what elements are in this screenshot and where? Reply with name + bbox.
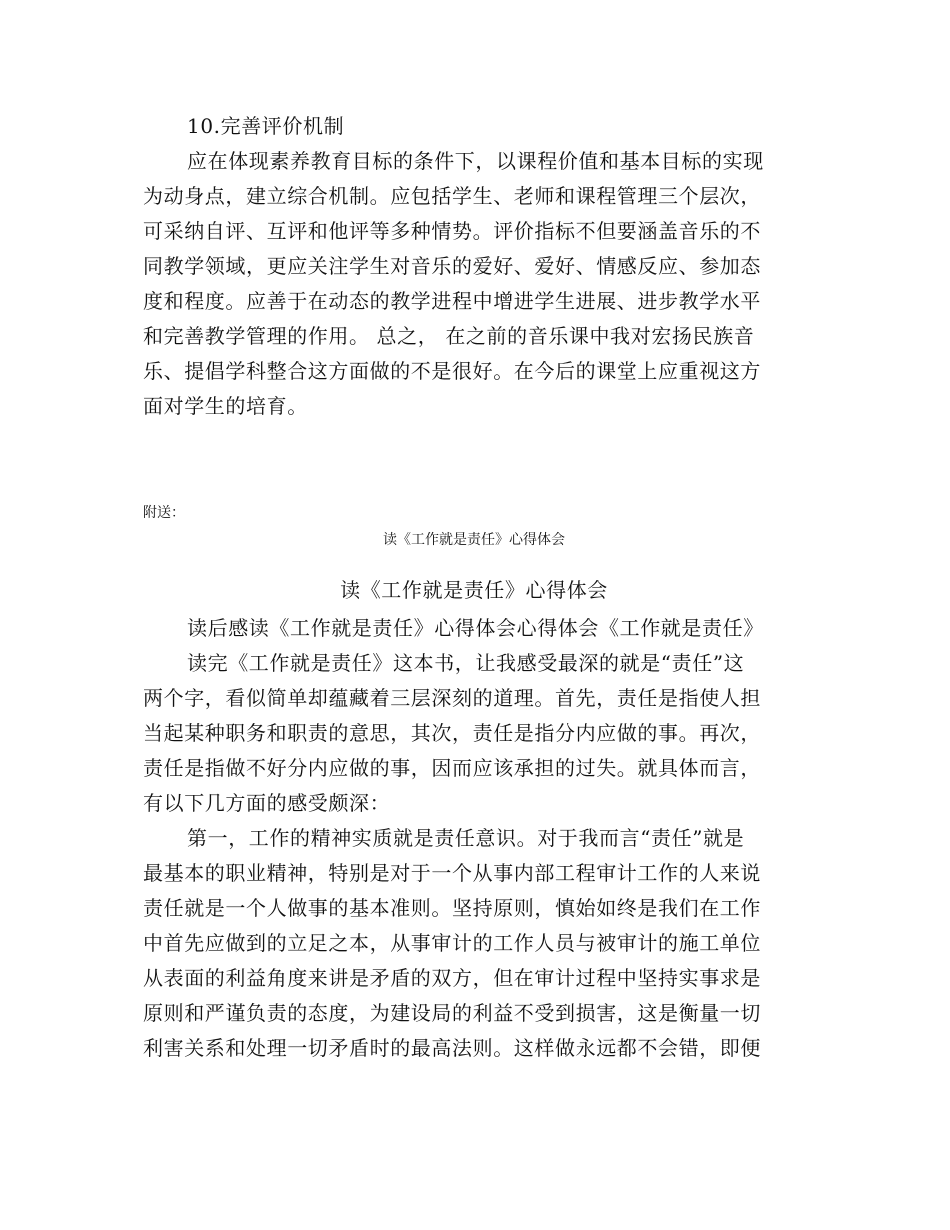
paragraph-line: 度和程度。应善于在动态的教学进程中增进学生进展、进步教学水平	[143, 289, 761, 313]
paragraph-line: 责任就是一个人做事的基本准则。坚持原则，慎始如终是我们在工作	[143, 896, 761, 920]
paragraph-line: 两个字，看似简单却蕴藏着三层深刻的道理。首先，责任是指使人担	[143, 686, 761, 710]
appendix-title: 读《工作就是责任》心得体会	[340, 578, 608, 602]
paragraph-line: 和完善教学管理的作用。 总之， 在之前的音乐课中我对宏扬民族音	[143, 324, 755, 348]
paragraph-line: 同教学领域，更应关注学生对音乐的爱好、爱好、情感反应、参加态	[143, 254, 761, 278]
appendix-small-title: 读《工作就是责任》心得体会	[383, 532, 565, 548]
paragraph-line: 最基本的职业精神，特别是对于一个从事内部工程审计工作的人来说	[143, 861, 761, 885]
paragraph-line: 有以下几方面的感受颇深：	[143, 791, 391, 815]
paragraph-line: 面对学生的培育。	[143, 394, 308, 418]
appendix-body	[143, 611, 805, 1066]
paragraph-line: 原则和严谨负责的态度，为建设局的利益不受到损害，这是衡量一切	[143, 1001, 761, 1025]
section-evaluation	[143, 109, 805, 424]
paragraph-line: 应在体现素养教育目标的条件下，以课程价值和基本目标的实现	[187, 149, 764, 173]
paragraph-line: 为动身点，建立综合机制。应包括学生、老师和课程管理三个层次，	[143, 184, 761, 208]
paragraph-line: 责任是指做不好分内应做的事，因而应该承担的过失。就具体而言，	[143, 756, 761, 780]
paragraph-line: 当起某种职务和职责的意思，其次，责任是指分内应做的事。再次，	[143, 721, 761, 745]
paragraph-line: 利害关系和处理一切矛盾时的最高法则。这样做永远都不会错，即便	[143, 1036, 761, 1060]
appendix-label: 附送：	[143, 505, 185, 521]
paragraph-line: 可采纳自评、互评和他评等多种情势。评价指标不但要涵盖音乐的不	[143, 219, 761, 243]
paragraph-line: 中首先应做到的立足之本，从事审计的工作人员与被审计的施工单位	[143, 931, 761, 955]
paragraph-line: 从表面的利益角度来讲是矛盾的双方，但在审计过程中坚持实事求是	[143, 966, 761, 990]
section-heading: 10.完善评价机制	[187, 114, 345, 138]
paragraph-line: 读后感读《工作就是责任》心得体会心得体会《工作就是责任》	[187, 616, 764, 640]
paragraph-line: 第一，工作的精神实质就是责任意识。对于我而言“责任”就是	[187, 826, 745, 850]
paragraph-line: 乐、提倡学科整合这方面做的不是很好。在今后的课堂上应重视这方	[143, 359, 761, 383]
paragraph-line: 读完《工作就是责任》这本书，让我感受最深的就是“责任”这	[187, 651, 745, 675]
